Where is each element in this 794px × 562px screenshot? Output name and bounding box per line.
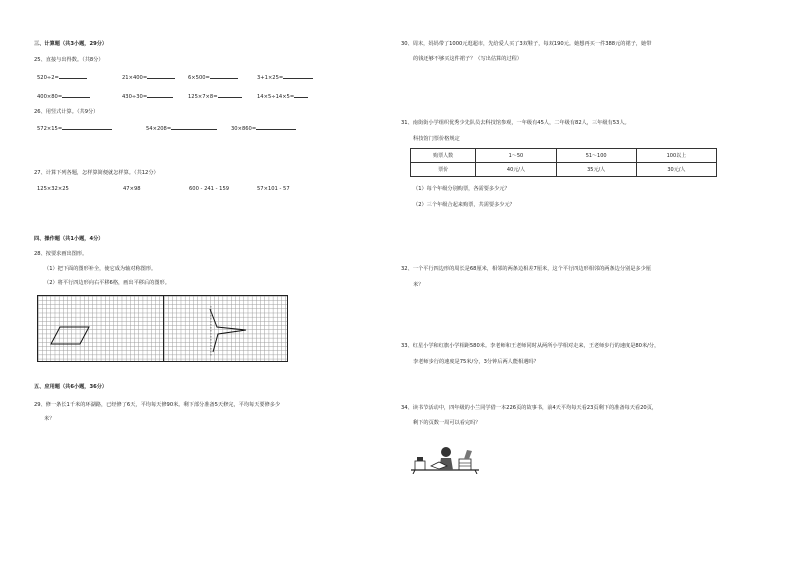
grid-paper-right: [163, 295, 288, 362]
q25-expr-8: 14×5÷14×5=: [257, 92, 308, 101]
ticket-price-table: [410, 148, 717, 177]
parallelogram-figure: [38, 296, 163, 361]
section-4-title: 四、操作题（共1小题，4分）: [34, 236, 104, 242]
table-cell: 35元/人: [556, 163, 636, 177]
q28-sub-1: （1）把下面的图形补全，使它成为轴对称图形。: [44, 266, 157, 272]
q33-line-1: 33、红星小学和红旗小学相距580米。李老师和王老师同时从两所小学相对走来，王老师步行的速度是80米/分，: [401, 343, 660, 349]
grid-paper-left: [37, 295, 164, 362]
q31-sub-2: （2）三个年级合起来购票，共需要多少元？: [413, 202, 515, 208]
q27-expr-1: 125×32×25: [37, 186, 69, 192]
q27-expr-2: 47×98: [123, 186, 141, 192]
half-symmetric-figure: [164, 296, 287, 361]
section-3-title: 三、计算题（共3小题，29分）: [34, 41, 108, 47]
section-5-title: 五、应用题（共6小题，36分）: [34, 384, 108, 390]
q32-line-1: 32、一个平行四边形的周长是68厘米，相邻的两条边相差7厘米，这个平行四边形相邻的两条边分别是多少厘: [401, 266, 651, 272]
q31-caption: 科技馆门票价格规定: [413, 136, 460, 142]
table-cell: 票价: [411, 163, 476, 177]
q25-expr-7: 125×7×8=: [188, 92, 242, 101]
q26-title: 26、用竖式计算。（共9分）: [34, 109, 99, 115]
q25-expr-5: 400×80=: [37, 92, 90, 101]
table-cell: 1～50: [476, 149, 556, 163]
q26-expr-1: 572×15=: [37, 124, 112, 133]
table-row: [411, 163, 717, 177]
table-cell: 购票人数: [411, 149, 476, 163]
table-cell: 51～100: [556, 149, 636, 163]
q27-expr-3: 600 - 241 - 159: [189, 186, 230, 192]
q28-sub-2: （2）将平行四边形向右平移6格，画出平移后的图形。: [44, 280, 170, 286]
q31-line-1: 31、南街街小学组织优秀少先队员去科技馆参观，一年级有45人，二年级有82人，三年级有53人。: [401, 120, 630, 126]
q25-title: 25、直接与出得数。（共8分）: [34, 57, 104, 63]
q29-line-1: 29、修一条长1千米的环湖路，已经修了6天，平均每天修90米。剩下部分准备5天修完，平均每天要修多少: [34, 402, 281, 408]
q31-sub-1: （1）每个年级分别购票，各需要多少元？: [413, 186, 510, 192]
table-row: [411, 149, 717, 163]
q28-title: 28、按要求画出图形。: [34, 251, 88, 257]
q25-expr-3: 6×500=: [188, 73, 238, 82]
q25-expr-2: 21×400=: [122, 73, 175, 82]
reading-girl-illustration: [409, 442, 481, 474]
q33-line-2: 李老师步行的速度是75米/分，3分钟后两人能相遇吗？: [413, 359, 539, 365]
q30-line-1: 30、周末，妈妈带了1000元逛超市，先给爱人买了3双鞋子，每双190元。她想再买一件388元的裙子，她带: [401, 41, 652, 47]
table-cell: 40元/人: [476, 163, 556, 177]
q34-line-1: 34、读书节活动中，四年级的小兰同学借一本226页的故事书，前4天平均每天看23页剩下的准备每天看20页，: [401, 405, 658, 411]
q29-line-2: 米？: [44, 416, 55, 422]
q26-expr-2: 54×208=: [146, 124, 217, 133]
q32-line-2: 米？: [413, 282, 424, 288]
q30-line-2: 的钱还够不够买这件裙子？（写出估算的过程）: [413, 56, 522, 62]
table-cell: 100以上: [636, 149, 716, 163]
q34-line-2: 剩下的页数一周可以看完吗？: [413, 420, 481, 426]
table-cell: 30元/人: [636, 163, 716, 177]
q27-title: 27、计算下列各题，怎样算简便就怎样算。（共12分）: [34, 170, 159, 176]
q27-expr-4: 57×101 - 57: [257, 186, 290, 192]
q26-expr-3: 30×860=: [231, 124, 296, 133]
q25-expr-4: 3+1×25=: [257, 73, 313, 82]
q25-expr-6: 430÷30=: [122, 92, 173, 101]
q25-expr-1: 520÷2=: [37, 73, 87, 82]
